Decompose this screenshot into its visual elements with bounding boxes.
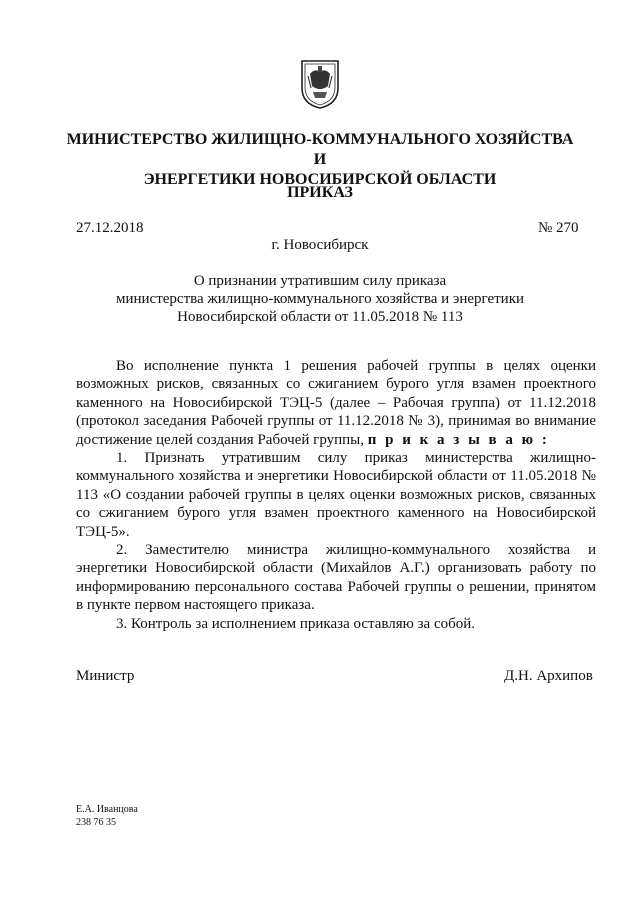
document-number: № 270 (538, 220, 579, 236)
preamble-paragraph (76, 357, 596, 449)
ministry-name (60, 130, 580, 190)
order-item-3: 3. Контроль за исполнением приказа оставляю за собой. (116, 615, 476, 632)
preamble-text: Во исполнение пункта 1 решения рабочей группы в целях оценки возможных рисков, связанных со сжиганием бурого угля взамен проектного каменного на Новосибирской ТЭЦ-5 (далее – Рабочая группа) от 11.12.2018 (протокол заседания Рабочей группы от 11.12.2018 № 3), принимая во внимание достижение целей создания Рабочей группы, (76, 358, 596, 448)
executor-phone: 238 76 35 (76, 817, 116, 828)
ministry-line-1: МИНИСТЕРСТВО ЖИЛИЩНО-КОММУНАЛЬНОГО ХОЗЯЙСТВА И (66, 131, 574, 168)
document-body (76, 357, 596, 633)
subject-line-1: О признании утратившим силу приказа (193, 273, 447, 289)
document-city: г. Новосибирск (271, 237, 369, 253)
executor-name: Е.А. Иванцова (76, 804, 138, 815)
document-subject (100, 272, 540, 326)
order-word: п р и к а з ы в а ю : (367, 431, 550, 448)
signatory-position: Министр (76, 668, 135, 684)
subject-line-3: Новосибирской области от 11.05.2018 № 113 (177, 309, 463, 325)
document-date: 27.12.2018 (76, 220, 144, 236)
order-item-2: 2. Заместителю министра жилищно-коммунального хозяйства и энергетики Новосибирской области (Михайлов А.Г.) организовать работу по информированию персонального состава Рабочей группы о решении, принятом в пункте первом настоящего приказа. (76, 542, 596, 614)
subject-line-2: министерства жилищно-коммунального хозяйства и энергетики (115, 291, 525, 307)
document-type: ПРИКАЗ (287, 184, 353, 201)
ministry-line-2: ЭНЕРГЕТИКИ НОВОСИБИРСКОЙ ОБЛАСТИ (143, 171, 497, 188)
executor-info (76, 803, 138, 829)
signatory-name: Д.Н. Архипов (504, 668, 593, 684)
order-item-1: 1. Признать утратившим силу приказ министерства жилищно-коммунального хозяйства и энергетики Новосибирской области от 11.05.2018 № 113 «О создании рабочей группы в целях оценки возможных рисков, связанных со сжиганием бурого угля взамен проектного каменного на Новосибирской ТЭЦ-5». (76, 450, 596, 540)
coat-of-arms-icon (299, 56, 341, 110)
